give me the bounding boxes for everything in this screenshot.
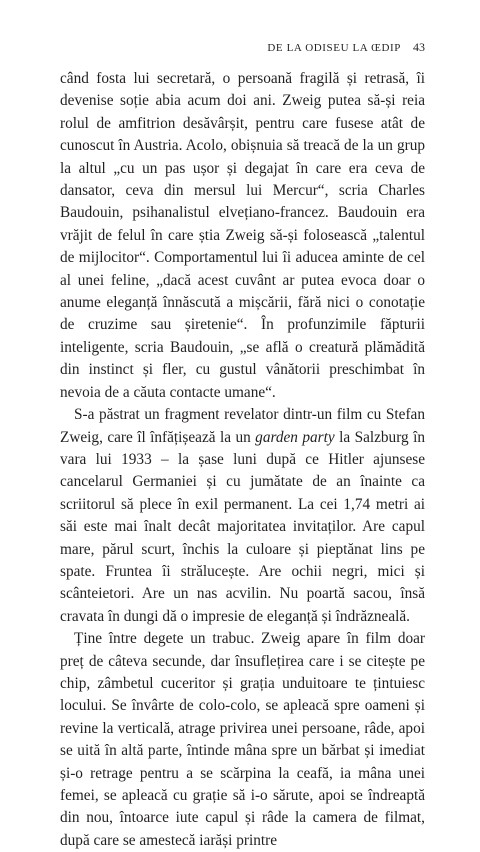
text-line: amfitrion desăvârșit, pentru care fusese atât de cunoscut în bbox=[60, 114, 425, 155]
text-line: căuta contacte umane“. bbox=[133, 383, 276, 401]
text-line: nise soție abia acum doi ani. Zweig putea să-și reia rolul de bbox=[60, 92, 425, 132]
text-line: i-o sărute, apoi se îndreaptă din nou, întoarce iute capul și bbox=[60, 787, 426, 827]
text-line: pas ușor și degajat în care era ceva de dansator, ceva din mer bbox=[60, 159, 426, 200]
text-line: lui 1933 – la șase luni după ce Hitler ajunsese cancelarul Ger bbox=[60, 450, 426, 491]
paragraph-3 bbox=[60, 628, 425, 852]
text-line: S-a păstrat un fragment revelator dintr-un film cu Stefan bbox=[74, 406, 425, 424]
text-line: întinde mâna spre un bărbat și imediat și-o retrage pentru a se bbox=[60, 742, 425, 782]
text-line: Zweig, care îl înfățișează la un bbox=[60, 428, 256, 446]
page-number: 43 bbox=[413, 40, 425, 54]
text-line: inteligente, scria Baudouin, „se află o creatură plămădită din bbox=[60, 338, 425, 379]
text-line: zâmbetul cuceritor și grația unduitoare te țintuiesc locului. Se bbox=[60, 674, 426, 715]
text-line: sacou, însă cravata în dungi dă o impresie de eleganță și în bbox=[60, 585, 425, 625]
body-text bbox=[60, 68, 425, 852]
text-line: râde la camera de filmat, după care se amestecă iarăși printre bbox=[60, 809, 425, 849]
text-line: cală, atrage privirea unei persoane, râde, apoi se uită în altă parte, bbox=[60, 719, 425, 760]
paragraph-2 bbox=[60, 404, 425, 628]
text-line: majoritatea invitaților. Are capul mare, părul scurt, închis la bbox=[60, 518, 425, 558]
running-head bbox=[60, 40, 425, 55]
text-line: să-și folosească „talentul de mijlocitor“. Comportamentul lui bbox=[60, 226, 425, 267]
text-line: evoca doar o anume eleganță înnăscută a mișcării, fără nici o bbox=[60, 271, 425, 312]
text-line: Austria. Acolo, obișnuia să treacă de la un grup la altul „cu un bbox=[60, 137, 425, 177]
text-line: sul lui Mercur“, scria Charles Baudouin, psihanalistul elveți bbox=[60, 182, 425, 222]
paragraph-1 bbox=[60, 68, 425, 404]
text-line: drăzneală. bbox=[347, 607, 410, 625]
text-line: instinct și fler, cu gustul vânătorii preschimbat în nevoia de a bbox=[60, 361, 426, 401]
running-head-title: DE LA ODISEU LA ŒDIP bbox=[267, 42, 401, 54]
text-line: culoare și pieptănat lins pe spate. Fruntea îi strălucește. Are bbox=[60, 540, 425, 580]
text-line: conotație de cruzime sau șiretenie“. În profunzimile făpturii bbox=[60, 294, 425, 334]
italic-phrase: garden party bbox=[255, 428, 335, 446]
text-line: exil permanent. La cei 1,74 metri ai săi este mai înalt decât bbox=[60, 495, 425, 536]
text-line: îi aducea aminte de cel al unei feline, „dacă acest cuvânt ar putea bbox=[60, 249, 425, 289]
text-line: învârte de colo-colo, se apleacă spre oameni și revine la verti bbox=[60, 697, 425, 737]
text-line: maniei și cu jumătate de an înainte ca scriitorul să plece în bbox=[60, 473, 425, 513]
text-line: scărpina la ceafă, ia mâna unei femei, se apleacă cu grație să bbox=[60, 764, 426, 804]
text-line: de câteva secunde, dar însuflețirea care i se citește pe chip, bbox=[60, 652, 425, 692]
text-line: ano-francez. Baudouin era vrăjit de felul în care știa Zweig bbox=[60, 204, 426, 244]
text-line: când fosta lui secretară, o persoană fragilă și retrasă, îi deve bbox=[60, 70, 425, 110]
text-line: la Salzburg în vara bbox=[60, 428, 425, 468]
text-line: Ține între degete un trabuc. Zweig apare în film doar preț bbox=[60, 630, 425, 670]
text-line: ochii negri, mici și scânteietori. Are un nas acvilin. Nu poartă bbox=[60, 562, 425, 603]
